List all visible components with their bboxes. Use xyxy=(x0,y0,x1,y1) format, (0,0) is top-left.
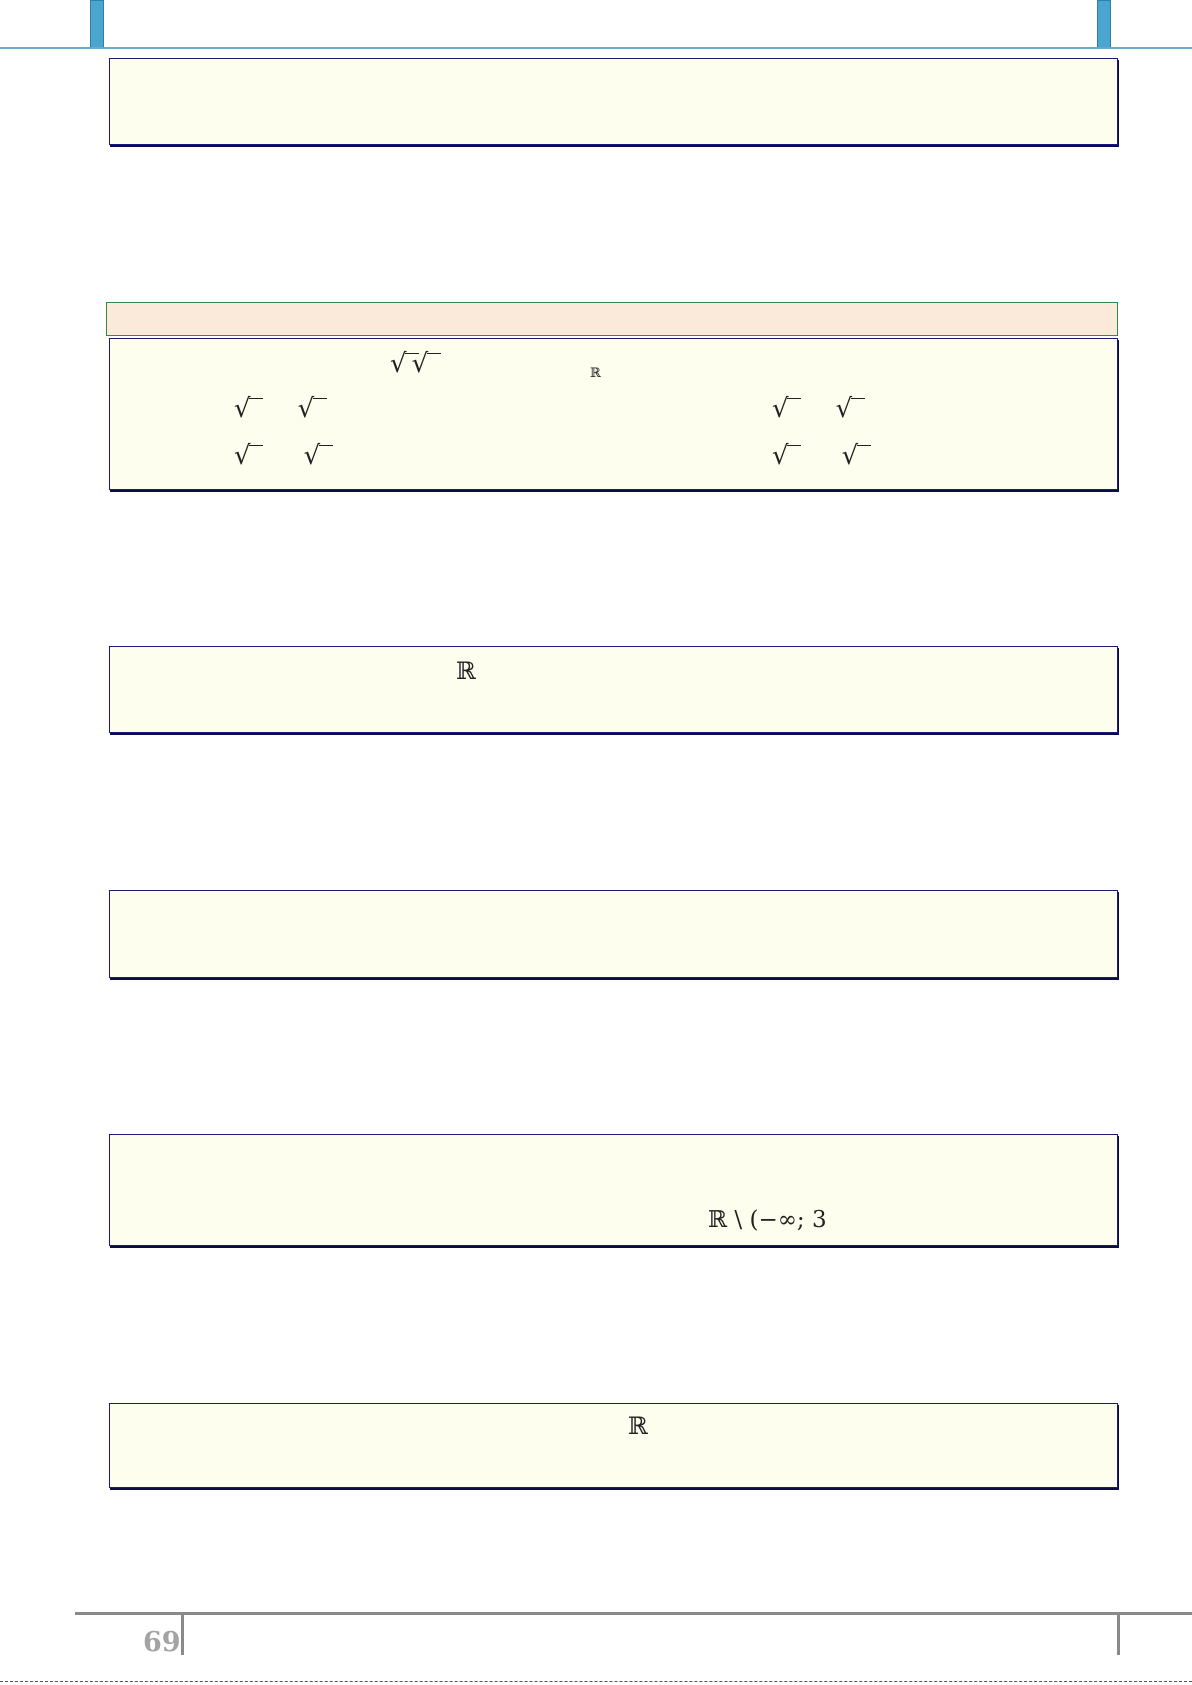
real-set-symbol-small: ℝ xyxy=(590,366,601,381)
option-a-sqrt-2: √ xyxy=(298,396,315,422)
option-c-sqrt-2: √ xyxy=(304,443,321,469)
sqrt-symbol-b: √ xyxy=(412,351,429,377)
box2-line1 xyxy=(390,351,428,377)
page-bottom-edge xyxy=(0,1681,1192,1682)
option-d-sqrt-2: √ xyxy=(842,443,859,469)
option-a-sqrt-1: √ xyxy=(234,396,251,422)
footer-divider-left xyxy=(181,1613,184,1655)
exercise-box-6 xyxy=(109,1403,1118,1488)
option-d xyxy=(772,443,858,469)
exercise-box-5 xyxy=(109,1134,1118,1246)
option-b-sqrt-2: √ xyxy=(836,396,853,422)
option-a xyxy=(234,396,314,422)
real-set-symbol: ℝ xyxy=(456,657,476,685)
option-c xyxy=(234,443,320,469)
header-rule xyxy=(0,47,1192,49)
option-c-sqrt-1: √ xyxy=(234,443,251,469)
header-left-tab-icon xyxy=(90,0,104,48)
page-number: 69 xyxy=(143,1627,181,1658)
sqrt-symbol-a: √ xyxy=(390,351,407,377)
header-right-tab-icon xyxy=(1097,0,1111,48)
footer-divider-right xyxy=(1117,1613,1120,1655)
option-d-sqrt-1: √ xyxy=(772,443,789,469)
exercise-box-1 xyxy=(109,58,1118,145)
section-banner xyxy=(106,302,1118,336)
real-set-symbol: ℝ xyxy=(628,1412,648,1440)
footer-rule xyxy=(75,1612,1192,1615)
set-difference-expression: ℝ \ (−∞; 3 xyxy=(708,1207,827,1233)
exercise-box-3 xyxy=(109,646,1118,733)
exercise-box-4 xyxy=(109,890,1118,978)
exercise-box-2 xyxy=(109,338,1118,490)
option-b xyxy=(772,396,852,422)
option-b-sqrt-1: √ xyxy=(772,396,789,422)
